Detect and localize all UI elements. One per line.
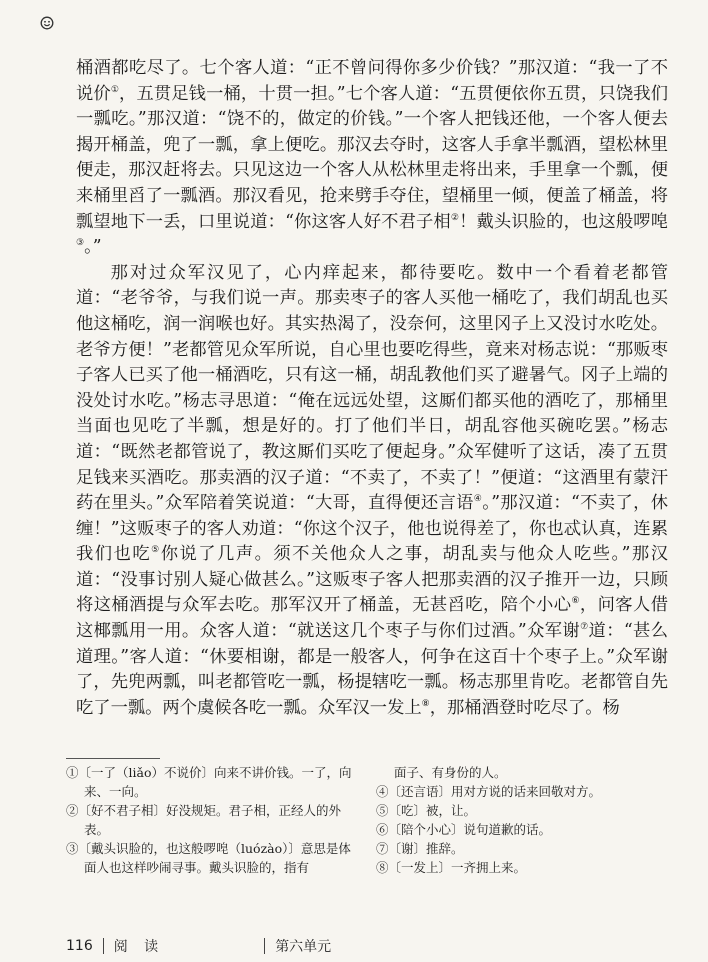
- section-label: 阅 读: [113, 939, 165, 955]
- footnotes-left-column: [66, 763, 352, 877]
- footnote-7: ⑦〔谢〕推辞。: [376, 841, 464, 856]
- paragraph-1: 桶酒都吃尽了。七个客人道：“正不曾问得你多少价钱？”那汉道：“我一了不说价①，五贯足钱一桶，十贯一担。”七个客人道：“五贯便依你五贯，只饶我们一瓢吃。”那汉道：“饶不的，做定的价钱。”一个客人把钱还他，一个客人便去揭开桶盖，兜了一瓢，拿上便吃。那汉去夺时，这客人手拿半瓢酒，望松林里便走，那汉赶将去。只见这边一个客人从松林里走将出来，手里拿一个瓢，便来桶里舀了一瓢酒。那汉看见，抢来劈手夺住，望桶里一倾，便盖了桶盖，将瓢望地下一丢，口里说道：“你这客人好不君子相②！戴头识脸的，也这般啰唣③。”: [76, 58, 668, 258]
- footnote-ref-5: ⑤: [151, 545, 161, 556]
- paragraph-2: 那对过众军汉见了，心内痒起来，都待要吃。数中一个看着老都管道：“老爷爷，与我们说一声。那卖枣子的客人买他一桶吃了，我们胡乱也买他这桶吃，润一润喉也好。其实热渴了，没奈何，这里冈子上又没讨水吃处。老爷方便！”老都管见众军所说，自心里也要吃得些，竟来对杨志说：“那贩枣子客人已买了他一桶酒吃，只有这一桶，胡乱教他们买了避暑气。冈子上端的没处讨水吃。”杨志寻思道：“俺在远远处望，这厮们都买他的酒吃了，那桶里当面也见吃了半瓢，想是好的。打了他们半日，胡乱容他买碗吃罢。”杨志道：“既然老都管说了，教这厮们买吃了便起身。”众军健听了这话，凑了五贯足钱来买酒吃。那卖酒的汉子道：“不卖了，不卖了！”便道：“这酒里有蒙汗药在里头。”众军陪着笑说道：“大哥，直得便还言语④。”那汉道：“不卖了，休缠！”这贩枣子的客人劝道：“你这个汉子，他也说得差了，你也忒认真，连累我们也吃⑤你说了几声。须不关他众人之事，胡乱卖与他众人吃些。”那汉道：“没事讨别人疑心做甚么。”这贩枣子客人把那卖酒的汉子推开一边，只顾将这桶酒提与众军去吃。那军汉开了桶盖，无甚舀吃，陪个小心⑥，问客人借这椰瓢用一用。众客人道：“就送这几个枣子与你们过酒。”众军谢⑦道：“甚么道理。”客人道：“休要相谢，都是一般客人，何争在这百十个枣子上。”众军谢了，先兜两瓢，叫老都管吃一瓢，杨提辖吃一瓢。杨志那里肯吃。老都管自先吃了一瓢。两个虞候各吃一瓢。众军汉一发上⑧，那桶酒登时吃尽了。杨: [76, 262, 669, 718]
- page-footer: [66, 936, 331, 956]
- main-text: [76, 56, 668, 721]
- unit-label: 第六单元: [275, 939, 332, 955]
- footnote-ref-1: ①: [110, 84, 120, 95]
- footnote-ref-7: ⑦: [580, 622, 589, 633]
- footer-divider: [264, 938, 265, 954]
- footnote-3-continued: 面子、有身份的人。: [394, 765, 507, 780]
- footnote-ref-8: ⑧: [421, 698, 430, 709]
- footnote-4: ④〔还言语〕用对方说的话来回敬对方。: [376, 784, 602, 799]
- footnote-separator: [66, 758, 160, 759]
- footnote-8: ⑧〔一发上〕一齐拥上来。: [376, 860, 527, 875]
- footnote-3: ③〔戴头识脸的，也这般啰唣（luózào）〕意思是体面人也这样吵闹寻事。戴头识脸的，指有: [66, 841, 351, 875]
- footer-divider: [103, 938, 104, 954]
- footnote-1: ①〔一了（liǎo）不说价〕向来不讲价钱。一了，向来、一向。: [66, 765, 352, 799]
- footnotes: [66, 763, 650, 877]
- footnotes-right-column: [376, 763, 650, 877]
- footnote-ref-2: ②: [450, 212, 460, 223]
- footnote-2: ②〔好不君子相〕好没规矩。君子相，正经人的外表。: [66, 803, 342, 837]
- footnote-ref-6: ⑥: [571, 596, 580, 607]
- footnote-ref-3: ③: [76, 238, 85, 249]
- footnote-6: ⑥〔陪个小心〕说句道歉的话。: [376, 822, 552, 837]
- footnote-5: ⑤〔吃〕被，让。: [376, 803, 477, 818]
- smiley-icon: [40, 16, 54, 30]
- page-number: 116: [66, 938, 93, 954]
- footnote-ref-4: ④: [473, 494, 483, 505]
